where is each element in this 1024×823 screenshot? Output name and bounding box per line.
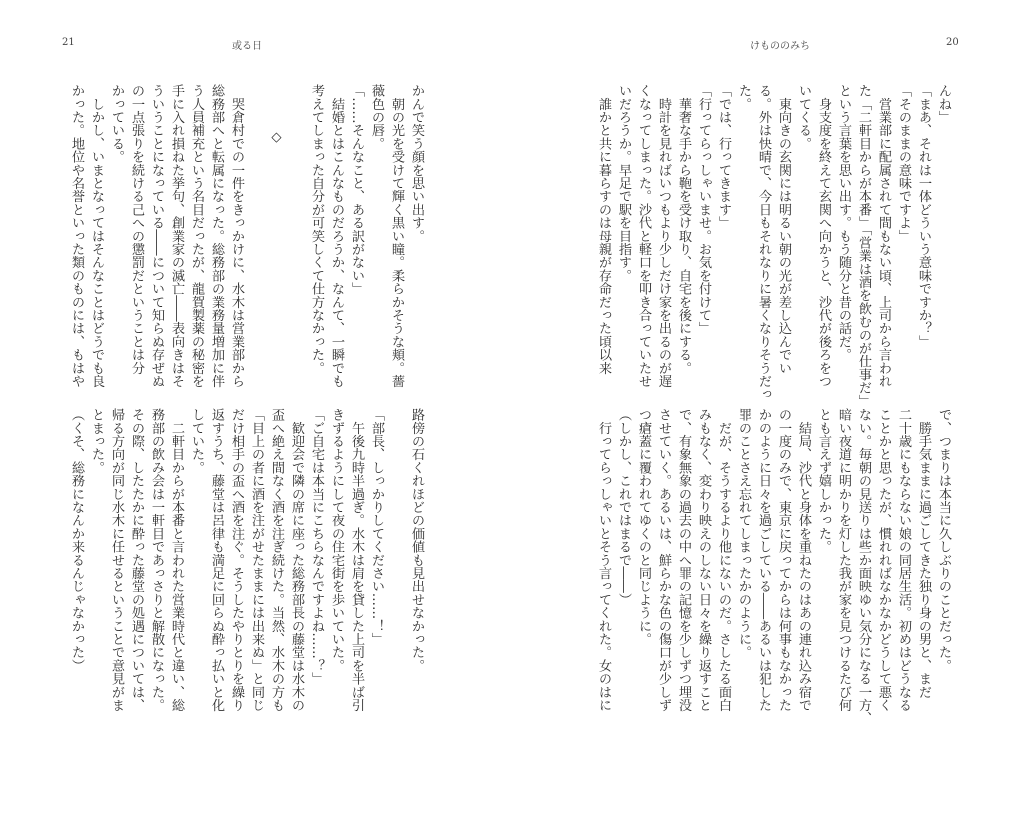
text-line: かっている。 (109, 84, 124, 164)
left-page-lower-text (66, 408, 426, 713)
text-line: た「二軒目からが本番」「営業は酒を飲むのが仕事だ」 (856, 84, 871, 408)
text-line: とまった。 (89, 408, 104, 474)
text-line: その際、したたかに酔った藤堂の処遇については、 (129, 408, 144, 712)
text-line: 考えてしまった自分が可笑しくて仕方なかった。 (309, 84, 324, 375)
text-line (386, 408, 406, 713)
text-line: 営業部に配属されて間もない頃、上司から言われ (876, 84, 891, 388)
text-line: 「部長、しっかりしてください……！」 (369, 408, 384, 646)
text-line: ない。毎朝の見送りは些か面映ゆい気分になる一方、 (856, 408, 871, 725)
text-line: う人員補充という名目だったが、龍賀製薬の秘密を (189, 84, 204, 388)
text-line (286, 84, 306, 389)
text-line: 路傍の石くれほどの価値も見出せなかった。 (409, 408, 424, 672)
running-title-left: 或る日 (232, 41, 262, 52)
text-line: の一度のみで、東京に戻ってからは何事もなかった (776, 408, 791, 712)
text-line: 結婚とはこんなものだろうか、なんて、一瞬でも (329, 84, 344, 388)
text-line: いだろうか。早足で駅を目指す。 (616, 84, 631, 282)
text-line: 盃へ絶え間なく酒を注ぎ続けた。当然、水木の方も (269, 408, 284, 712)
text-line: とも言えず嬉しかった。 (816, 408, 831, 554)
text-line: 薇色の唇。 (369, 84, 384, 150)
page-number-right: 20 (946, 37, 959, 48)
text-line: 哭倉村での一件をきっかけに、水木は営業部から (229, 84, 244, 388)
running-title-right: けもののみち (750, 41, 810, 52)
text-line: 「では、行ってきます」 (716, 84, 731, 230)
text-line: 暗い夜道に明かりを灯した我が家を見つけるたび何 (836, 408, 851, 712)
text-line: 「そのままの意味ですよ」 (896, 84, 911, 243)
scene-break-diamond: ◇ (269, 130, 284, 145)
text-line: ことかと思ったが、慣れればなかなかどうして悪く (876, 408, 891, 712)
text-line: 勝手気ままに過ごしてきた独り身の男と、まだ (916, 408, 931, 699)
text-line: いてくる。 (796, 84, 811, 150)
text-line: 「ご自宅は本当にこちらなんですよね……？」 (309, 408, 324, 686)
text-line: だけ相手の盃へ酒を注ぐ。そうしたやりとりを繰り (229, 408, 244, 712)
text-line: 時計を見ればいつもより少しだけ家を出るのが遅 (656, 84, 671, 388)
text-line: 罪のことさえ忘れてしまったかのように。 (736, 408, 751, 659)
page-number-left: 21 (62, 37, 75, 48)
text-line: 東向きの玄関には明るい朝の光が差し込んでい (776, 84, 791, 375)
text-line: た。 (736, 84, 751, 111)
text-line: 「……そんなこと、ある訳がない」 (349, 84, 364, 296)
text-line: 務部の飲み会は一軒目であっさりと解散になった。 (149, 408, 164, 712)
text-line: かった。地位や名誉といった類のものには、もはや (69, 84, 84, 388)
text-line: ういうことになっている――について知らぬ存ぜぬ (149, 84, 164, 388)
text-line: 返すうち、藤堂は呂律も満足に回らぬ酔っ払いと化 (209, 408, 224, 712)
text-line: くなってしまった。沙代と軽口を叩き合っていたせ (636, 84, 651, 388)
text-line: 行ってらっしゃいとそう言ってくれた。女のはに (596, 408, 611, 712)
text-line: 華奢な手から鞄を受け取り、自宅を後にする。 (676, 84, 691, 375)
text-line: かんで笑う顔を思い出す。 (409, 84, 424, 243)
text-line: させていく。あるいは、鮮らかな色の傷口が少しず (656, 408, 671, 712)
text-line: という言葉を思い出す。もう随分と昔の話だ。 (836, 84, 851, 362)
text-line: （くそ、総務になんか来るんじゃなかった） (69, 408, 84, 672)
text-line: で、つまりは本当に久しぶりのことだった。 (936, 408, 951, 672)
text-line: 誰かと共に暮らすのは母親が存命だった頃以来 (596, 84, 611, 375)
text-line: 午後九時半過ぎ。水木は肩を貸した上司を半ば引 (349, 408, 364, 712)
text-line: していた。 (189, 408, 204, 474)
text-line: 二十歳にもならない娘の同居生活。初めはどうなる (896, 408, 911, 712)
text-line: つ瘡蓋に覆われてゆくのと同じように。 (636, 408, 651, 646)
text-line: かのように日々を過ごしている――あるいは犯した (756, 408, 771, 712)
text-line: の一点張りを続ける己への懲罰だということは分 (129, 84, 144, 375)
text-line: みもなく、変わり映えのしない日々を繰り返すこと (696, 408, 711, 712)
text-line: 総務部へと転属になった。総務部の業務量増加に伴 (209, 84, 224, 388)
text-line: 手に入れ損ねた挙句、創業家の滅亡――表向きはそ (169, 84, 184, 388)
text-line: 「まあ、それは一体どういう意味ですか？」 (916, 84, 931, 348)
text-line: 結局、沙代と身体を重ねたのはあの連れ込み宿で (796, 408, 811, 712)
text-line: （しかし、これではまるで――） (616, 408, 631, 606)
text-line: 身支度を終えて玄関へ向かうと、沙代が後ろをつ (816, 84, 831, 388)
text-line: 二軒目からが本番と言われた営業時代と違い、総 (169, 408, 184, 712)
right-page-lower-text (593, 408, 953, 725)
text-line (246, 84, 266, 389)
text-line: 朝の光を受けて輝く黒い瞳。柔らかそうな頬。薔 (389, 84, 404, 388)
text-line: だが、そうするより他にないのだ。さしたる面白 (716, 408, 731, 712)
text-line: 「目上の者に酒を注がせたままには出来ぬ」と同じ (249, 408, 264, 712)
text-line: きずるようにして夜の住宅街を歩いていた。 (329, 408, 344, 672)
right-page-upper-text (593, 84, 953, 408)
left-page-upper-text (66, 84, 426, 389)
text-line: んね」 (936, 84, 951, 124)
text-line: 「行ってらっしゃいませ。お気を付けて」 (696, 84, 711, 335)
text-line: 帰る方向が同じ水木に任せるということで意見がま (109, 408, 124, 712)
text-line: る。外は快晴で、今日もそれなりに暑くなりそうだっ (756, 84, 771, 401)
text-line: しかし、いまとなってはそんなことはどうでも良 (89, 84, 104, 388)
text-line: で、有象無象の過去の中へ罪の記憶を少しずつ埋没 (676, 408, 691, 712)
text-line: 歓迎会で隣の席に座った総務部長の藤堂は水木の (289, 408, 304, 712)
